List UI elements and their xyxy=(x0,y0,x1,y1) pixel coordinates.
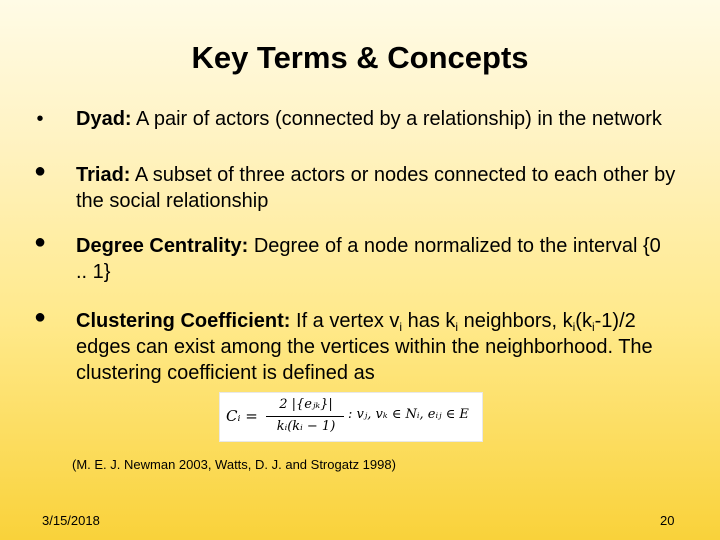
term-definition-part: neighbors, k xyxy=(458,310,573,332)
subscript: i xyxy=(455,320,459,334)
subscript: i xyxy=(591,320,595,334)
term-definition-part: (k xyxy=(575,310,592,332)
subscript: i xyxy=(399,320,403,334)
formula-denominator: kᵢ(kᵢ − 1) xyxy=(276,419,336,434)
formula-condition: : vⱼ, vₖ ∈ Nᵢ, eᵢⱼ ∈ E xyxy=(348,407,469,422)
citation: (M. E. J. Newman 2003, Watts, D. J. and Strogatz 1998) xyxy=(72,457,396,472)
term-label: Triad: xyxy=(76,164,131,186)
term-label: Degree Centrality: xyxy=(76,235,249,257)
fraction-bar xyxy=(266,416,344,417)
footer-date: 3/15/2018 xyxy=(42,513,100,528)
subscript: i xyxy=(572,320,576,334)
bullet-marker: ● xyxy=(33,306,47,328)
bullet-marker: ● xyxy=(33,160,47,182)
term-definition-part: -1)/2 edges can exist among the vertices within the neighborhood. The clustering coefficient is defined as xyxy=(76,310,653,384)
term-label: Dyad: xyxy=(76,108,132,130)
formula-lhs: Cᵢ = xyxy=(226,407,258,425)
bullet-marker: • xyxy=(36,108,44,130)
formula-numerator: 2 |{eⱼₖ}| xyxy=(279,397,333,412)
footer-page-number: 20 xyxy=(660,513,675,528)
term-definition-part: has k xyxy=(402,310,456,332)
slide-title: Key Terms & Concepts xyxy=(191,40,529,75)
term-definition: Degree of a node normalized to the interval {0 .. 1} xyxy=(76,235,661,283)
bullet-text xyxy=(76,162,676,214)
bullet-marker: ● xyxy=(33,231,47,253)
term-definition: A pair of actors (connected by a relationship) in the network xyxy=(131,108,662,130)
term-label: Clustering Coefficient: xyxy=(76,310,291,332)
term-definition-part: If a vertex v xyxy=(290,310,400,332)
bullet-text xyxy=(76,308,666,386)
bullet-text xyxy=(76,233,676,285)
term-definition: A subset of three actors or nodes connected to each other by the social relationship xyxy=(76,164,676,212)
clustering-coefficient-formula xyxy=(219,392,483,442)
bullet-text xyxy=(76,106,676,132)
